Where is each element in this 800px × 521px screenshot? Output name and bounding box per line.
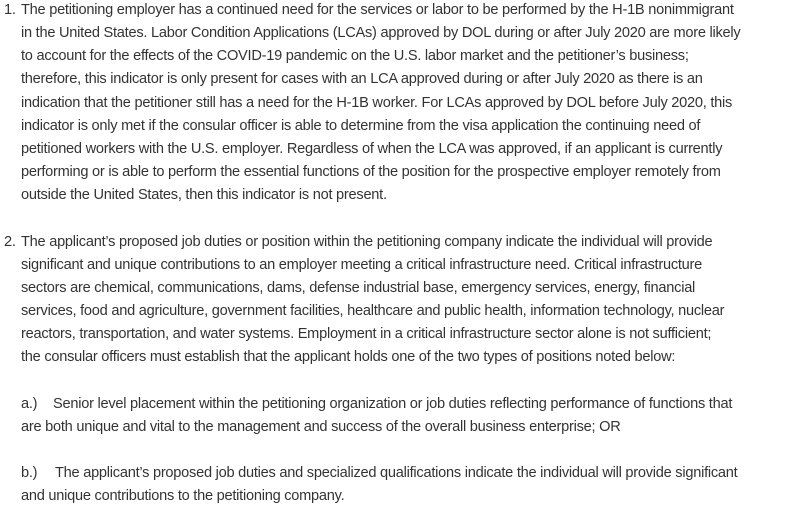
item-1-line-8: performing or is able to perform the essential functions of the position for the prospective employer remotely from bbox=[21, 164, 721, 180]
item-1-line-9: outside the United States, then this indicator is not present. bbox=[21, 187, 387, 203]
item-1-line-3: to account for the effects of the COVID-19 pandemic on the U.S. labor market and the petitioner’s business; bbox=[21, 48, 689, 64]
item-1-line-7: petitioned workers with the U.S. employer. Regardless of when the LCA was approved, if an applicant is currently bbox=[21, 141, 723, 157]
item-1-line-1: The petitioning employer has a continued need for the services or labor to be performed by the H-1B nonimmigrant bbox=[21, 2, 734, 18]
item-1-line-5: indication that the petitioner still has a need for the H-1B worker. For LCAs approved by DOL before July 2020, this bbox=[21, 95, 733, 111]
subitem-a-label: a.) bbox=[21, 396, 38, 412]
subitem-a-line-1: Senior level placement within the petitioning organization or job duties reflecting performance of functions that bbox=[53, 396, 733, 412]
subitem-b-label: b.) bbox=[21, 465, 38, 481]
item-2-line-6: the consular officers must establish that the applicant holds one of the two types of positions noted below: bbox=[21, 349, 676, 365]
item-1-number: 1. bbox=[4, 2, 16, 18]
item-1-line-6: indicator is only met if the consular officer is able to determine from the visa application the continuing need of bbox=[21, 118, 701, 134]
item-2-line-1: The applicant’s proposed job duties or position within the petitioning company indicate the individual will provide bbox=[21, 234, 713, 250]
subitem-a-line-2: are both unique and vital to the management and success of the overall business enterprise; OR bbox=[21, 419, 621, 435]
item-2-line-5: reactors, transportation, and water systems. Employment in a critical infrastructure sector alone is not sufficient; bbox=[21, 326, 712, 342]
item-2-line-3: sectors are chemical, communications, dams, defense industrial base, emergency services, energy, financial bbox=[21, 280, 696, 296]
subitem-b-line-2: and unique contributions to the petitioning company. bbox=[21, 488, 345, 504]
item-2-line-4: services, food and agriculture, government facilities, healthcare and public health, information technology, nuclear bbox=[21, 303, 725, 319]
subitem-b-line-1: The applicant’s proposed job duties and specialized qualifications indicate the individual will provide significant bbox=[55, 465, 738, 481]
item-1-line-4: therefore, this indicator is only present for cases with an LCA approved during or after July 2020 as there is an bbox=[21, 71, 703, 87]
item-2-line-2: significant and unique contributions to an employer meeting a critical infrastructure need. Critical infrastructure bbox=[21, 257, 703, 273]
item-1-line-2: in the United States. Labor Condition Applications (LCAs) approved by DOL during or after July 2020 are more likely bbox=[21, 25, 741, 41]
item-2-number: 2. bbox=[4, 234, 16, 250]
